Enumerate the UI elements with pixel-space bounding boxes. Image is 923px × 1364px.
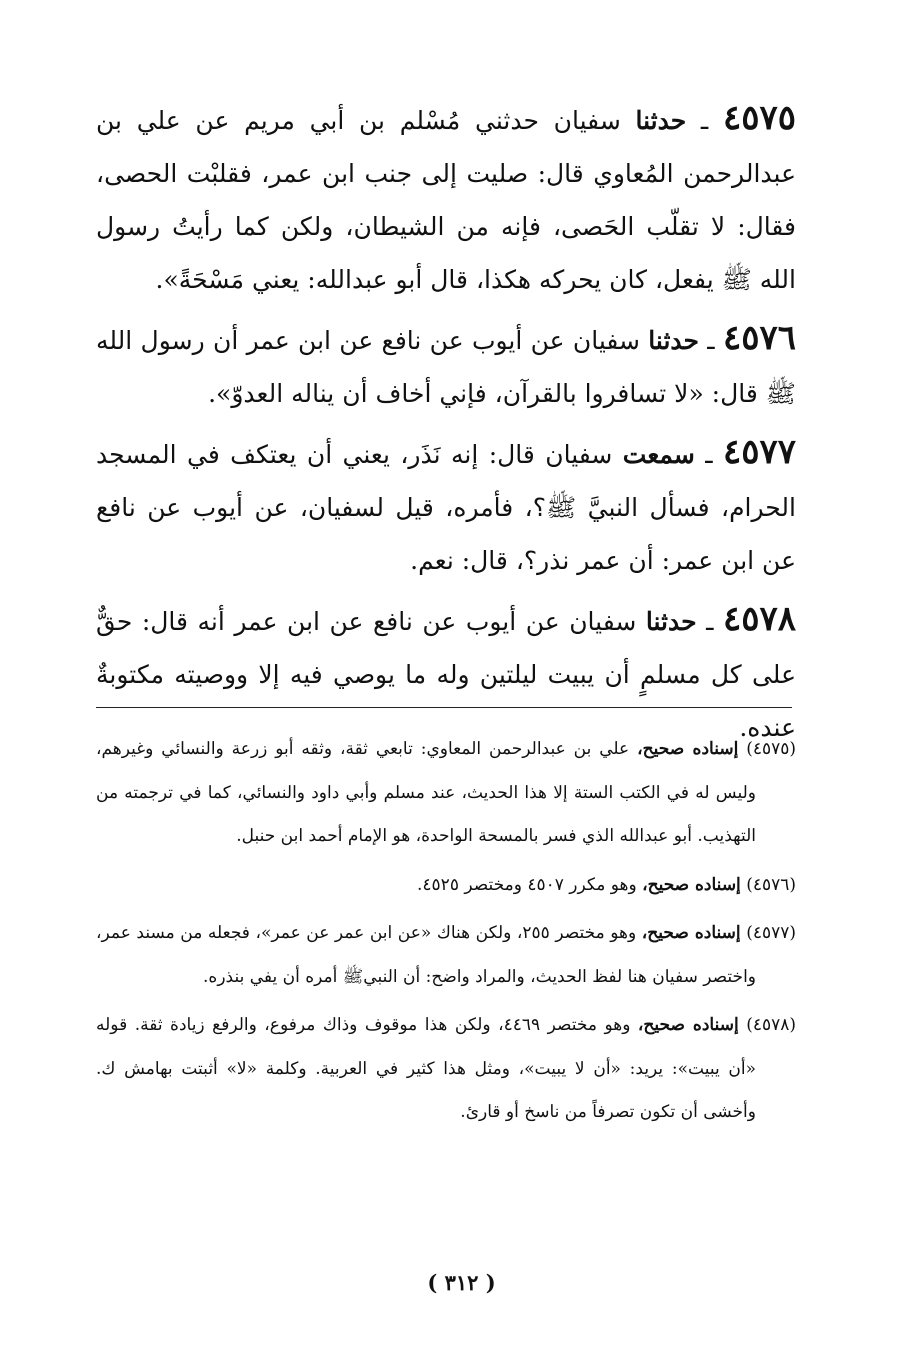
hadith-4575: ٤٥٧٥ ـ حدثنا سفيان حدثني مُسْلم بن أبي مريم عن علي بن عبدالرحمن المُعاوي قال: صليت إلى جنب ابن عمر، فقلبْت الحصى، فقال: لا تقلّب الحَصى، فإنه من الشيطان، ولكن كما رأيتُ رسول الله ﷺ يفعل، كان يحركه هكذا، قال أبو عبدالله: يعني مَسْحَةً». — [96, 98, 796, 294]
main-text — [96, 92, 796, 760]
hadith-text: سفيان قال: إنه نَذَر، يعني أن يعتكف في المسجد الحرام، فسأل النبيَّ ﷺ؟، فأمره، قيل لسفيان، عن أيوب عن نافع عن ابن عمر: أن عمر نذر؟، قال: نعم. — [96, 440, 796, 575]
hadith-4577: ٤٥٧٧ ـ سمعت سفيان قال: إنه نَذَر، يعني أن يعتكف في المسجد الحرام، فسأل النبيَّ ﷺ؟، فأمره، قيل لسفيان، عن أيوب عن نافع عن ابن عمر: أن عمر نذر؟، قال: نعم. — [96, 432, 796, 575]
hadith-keyword: حدثنا — [645, 607, 697, 636]
footnote-4578 — [96, 1004, 796, 1135]
footnote-keyword: إسناده صحيح، — [642, 874, 741, 895]
footnote-ref: (٤٥٧٥) — [746, 739, 797, 759]
hadith-number: ٤٥٧٨ — [722, 599, 796, 639]
footnote-4577 — [96, 912, 796, 999]
hadith-4576: ٤٥٧٦ ـ حدثنا سفيان عن أيوب عن نافع عن ابن عمر أن رسول الله ﷺ قال: «لا تسافروا بالقرآن، فإني أخاف أن يناله العدوّ». — [96, 318, 796, 408]
footnote-keyword: إسناده صحيح، — [641, 923, 741, 943]
footnote-text: علي بن عبدالرحمن المعاوي: تابعي ثقة، وثقه أبو زرعة والنسائي وغيرهم، وليس له في الكتب الستة إلا هذا الحديث، عند مسلم وأبي داود والنسائي، كما في ترجمته من التهذيب. أبو عبدالله الذي فسر بالمسحة الواحدة، هو الإمام أحمد ابن حنبل. — [96, 739, 756, 846]
footnotes — [96, 728, 796, 1140]
footnote-text: وهو مكرر ٤٥٠٧ ومختصر ٤٥٢٥. — [417, 874, 637, 895]
hadith-keyword: سمعت — [622, 440, 695, 469]
footnote-ref: (٤٥٧٧) — [746, 923, 796, 943]
page-number: ( ٣١٢ ) — [427, 1270, 496, 1295]
hadith-number: ٤٥٧٦ — [722, 318, 796, 358]
hadith-text: سفيان عن أيوب عن نافع عن ابن عمر أن رسول الله ﷺ قال: «لا تسافروا بالقرآن، فإني أخاف أن يناله العدوّ». — [96, 326, 796, 408]
hadith-4578: ٤٥٧٨ ـ حدثنا سفيان عن أيوب عن نافع عن ابن عمر أنه قال: حقٌّ على كل مسلمٍ أن يبيت ليلتين وله ما يوصي فيه إلا ووصيته مكتوبةٌ عنده. — [96, 599, 796, 742]
hadith-text: سفيان حدثني مُسْلم بن أبي مريم عن علي بن عبدالرحمن المُعاوي قال: صليت إلى جنب ابن عمر، فقلبْت الحصى، فقال: لا تقلّب الحَصى، فإنه من الشيطان، ولكن كما رأيتُ رسول الله ﷺ يفعل، كان يحركه هكذا، قال أبو عبدالله: يعني مَسْحَةً». — [96, 106, 796, 294]
hadith-keyword: حدثنا — [635, 106, 687, 135]
footnote-ref: (٤٥٧٨) — [746, 1015, 797, 1035]
footnote-text: وهو مختصر ٤٤٦٩، ولكن هذا موقوف وذاك مرفوع، والرفع زيادة ثقة. قوله «أن يبيت»: يريد: «أن لا يبيت»، ومثل هذا كثير في العربية. وكلمة «لا» أثبتت بهامش ك. وأخشى أن تكون تصرفاً من ناسخ أو قارئ. — [96, 1015, 756, 1122]
hadith-keyword: حدثنا — [648, 326, 699, 355]
footnote-text: وهو مختصر ٢٥٥، ولكن هناك «عن ابن عمر عن عمر»، فجعله من مسند عمر، واختصر سفيان هنا لفظ الحديث، والمراد واضح: أن النبيﷺ أمره أن يفي بنذره. — [96, 923, 756, 987]
footnote-4576 — [96, 864, 796, 908]
hadith-number: ٤٥٧٥ — [722, 98, 796, 138]
footnote-ref: (٤٥٧٦) — [746, 874, 796, 895]
footnote-keyword: إسناده صحيح، — [637, 1015, 739, 1035]
hadith-text: سفيان عن أيوب عن نافع عن ابن عمر أنه قال: حقٌّ على كل مسلمٍ أن يبيت ليلتين وله ما يوصي فيه إلا ووصيته مكتوبةٌ عنده. — [96, 607, 796, 742]
footnote-divider — [96, 707, 792, 708]
footnote-keyword: إسناده صحيح، — [637, 739, 739, 759]
hadith-number: ٤٥٧٧ — [722, 432, 796, 472]
footnote-4575 — [96, 728, 796, 859]
